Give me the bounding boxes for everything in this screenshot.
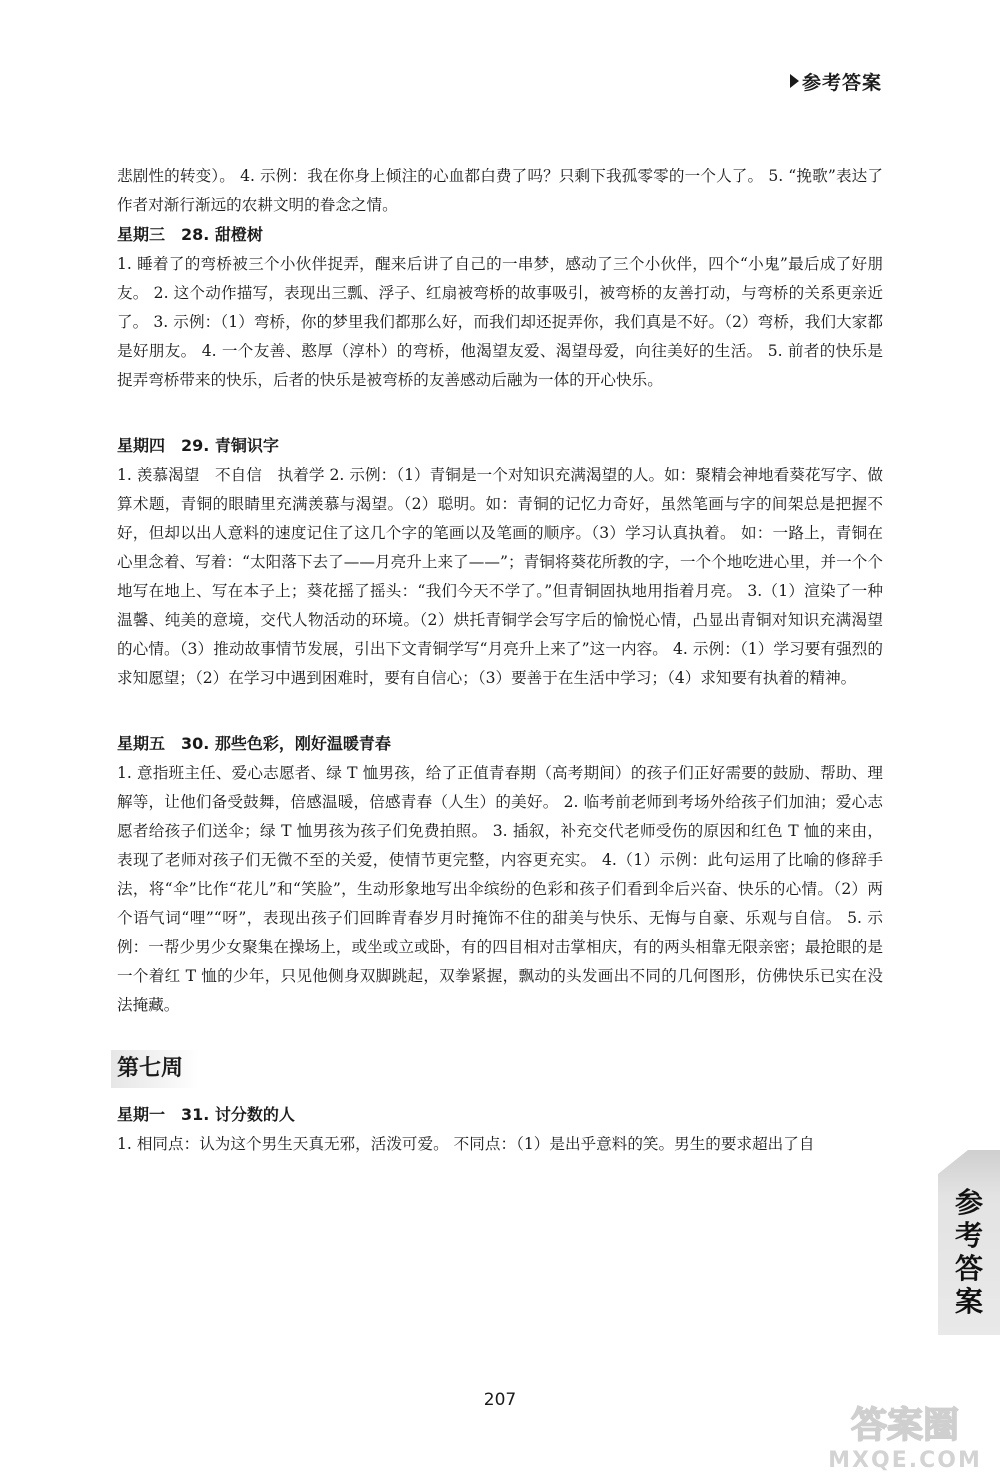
side-tab-char: 答 xyxy=(954,1252,983,1285)
section-title-monday: 星期一 31. 讨分数的人 xyxy=(117,1105,295,1124)
watermark-top-text: 答案圈 xyxy=(850,1405,960,1446)
triangle-arrow-icon xyxy=(790,74,799,88)
watermark-bottom-text: MXQE.COM xyxy=(828,1448,982,1473)
tab-corner-cut xyxy=(938,1150,968,1174)
header-title: 参考答案 xyxy=(801,72,882,94)
side-tab-char: 案 xyxy=(954,1285,983,1318)
page-number: 207 xyxy=(483,1390,517,1410)
side-tab-char: 考 xyxy=(954,1219,983,1252)
side-tab-char: 参 xyxy=(954,1186,983,1219)
watermark-logo xyxy=(816,1397,994,1473)
section-title-friday: 星期五 30. 那些色彩，刚好温暖青春 xyxy=(117,734,391,753)
paragraph-wednesday: 1. 睡着了的弯桥被三个小伙伴捉弄，醒来后讲了自己的一串梦，感动了三个小伙伴，四个“小鬼”最后成了好朋友。 2. 这个动作描写，表现出三瓢、浮子、红扇被弯桥的故事吸引，被弯桥的友善打动，与弯桥的关系更亲近了。 3. 示例：（1）弯桥，你的梦里我们都那么好，而我们却还捉弄你，我们真是不好。（2）弯桥，我们大家都是好朋友。 4. 一个友善、憨厚（淳朴）的弯桥，他渴望友爱、渴望母爱，向往美好的生活。 5. 前者的快乐是捉弄弯桥带来的快乐，后者的快乐是被弯桥的友善感动后融为一体的开心快乐。 xyxy=(117,255,883,389)
week-heading: 第七周 xyxy=(111,1050,199,1088)
paragraph-continued: 悲剧性的转变）。 4. 示例：我在你身上倾注的心血都白费了吗？只剩下我孤零零的一个人了。 5. “挽歌”表达了作者对渐行渐远的农耕文明的眷念之情。 xyxy=(117,167,883,214)
section-gap xyxy=(117,693,883,729)
side-tab xyxy=(938,1150,1000,1335)
section-title-wednesday: 星期三 28. 甜橙树 xyxy=(117,225,263,244)
paragraph-monday: 1. 相同点：认为这个男生天真无邪，活泼可爱。 不同点：（1）是出乎意料的笑。男生的要求超出了自 xyxy=(117,1135,815,1153)
section-title-thursday: 星期四 29. 青铜识字 xyxy=(117,436,279,455)
paragraph-friday: 1. 意指班主任、爱心志愿者、绿 T 恤男孩，给了正值青春期（高考期间）的孩子们正好需要的鼓励、帮助、理解等，让他们备受鼓舞，倍感温暖，倍感青春（人生）的美好。 2. 临考前老师到考场外给孩子们加油；爱心志愿者给孩子们送伞；绿 T 恤男孩为孩子们免费拍照。 3. 插叙，补充交代老师受伤的原因和红色 T 恤的来由，表现了老师对孩子们无微不至的关爱，使情节更完整，内容更充实。 4.（1）示例：此句运用了比喻的修辞手法，将“伞”比作“花儿”和“笑脸”，生动形象地写出伞缤纷的色彩和孩子们看到伞后兴奋、快乐的心情。（2）两个语气词“哩”“呀”，表现出孩子们回眸青春岁月时掩饰不住的甜美与快乐、无悔与自豪、乐观与自信。 5. 示例：一帮少男少女聚集在操场上，或坐或立或卧，有的四目相对击掌相庆，有的两头相靠无限亲密；最抢眼的是一个着红 T 恤的少年，只见他侧身双脚跳起，双拳紧握，飘动的头发画出不同的几何图形，仿佛快乐已实在没法掩藏。 xyxy=(117,764,883,1014)
running-header xyxy=(790,68,882,95)
side-tab-label xyxy=(938,1186,1000,1318)
answer-content xyxy=(117,162,883,1159)
paragraph-thursday: 1. 羡慕渴望 不自信 执着学 2. 示例：（1）青铜是一个对知识充满渴望的人。如：聚精会神地看葵花写字、做算术题，青铜的眼睛里充满羡慕与渴望。（2）聪明。如：青铜的记忆力奇好，虽然笔画与字的间架总是把握不好，但却以出人意料的速度记住了这几个字的笔画以及笔画的顺序。（3）学习认真执着。 如：一路上，青铜在心里念着、写着：“太阳落下去了——月亮升上来了——”；青铜将葵花所教的字，一个个地吃进心里，并一个个地写在地上、写在本子上；葵花摇了摇头：“我们今天不学了。”但青铜固执地用指着月亮。 3.（1）渲染了一种温馨、纯美的意境，交代人物活动的环境。（2）烘托青铜学会写字后的愉悦心情，凸显出青铜对知识充满渴望的心情。（3）推动故事情节发展，引出下文青铜学写“月亮升上来了”这一内容。 4. 示例：（1）学习要有强烈的求知愿望；（2）在学习中遇到困难时，要有自信心；（3）要善于在生活中学习；（4）求知要有执着的精神。 xyxy=(117,466,883,687)
section-gap xyxy=(117,395,883,431)
